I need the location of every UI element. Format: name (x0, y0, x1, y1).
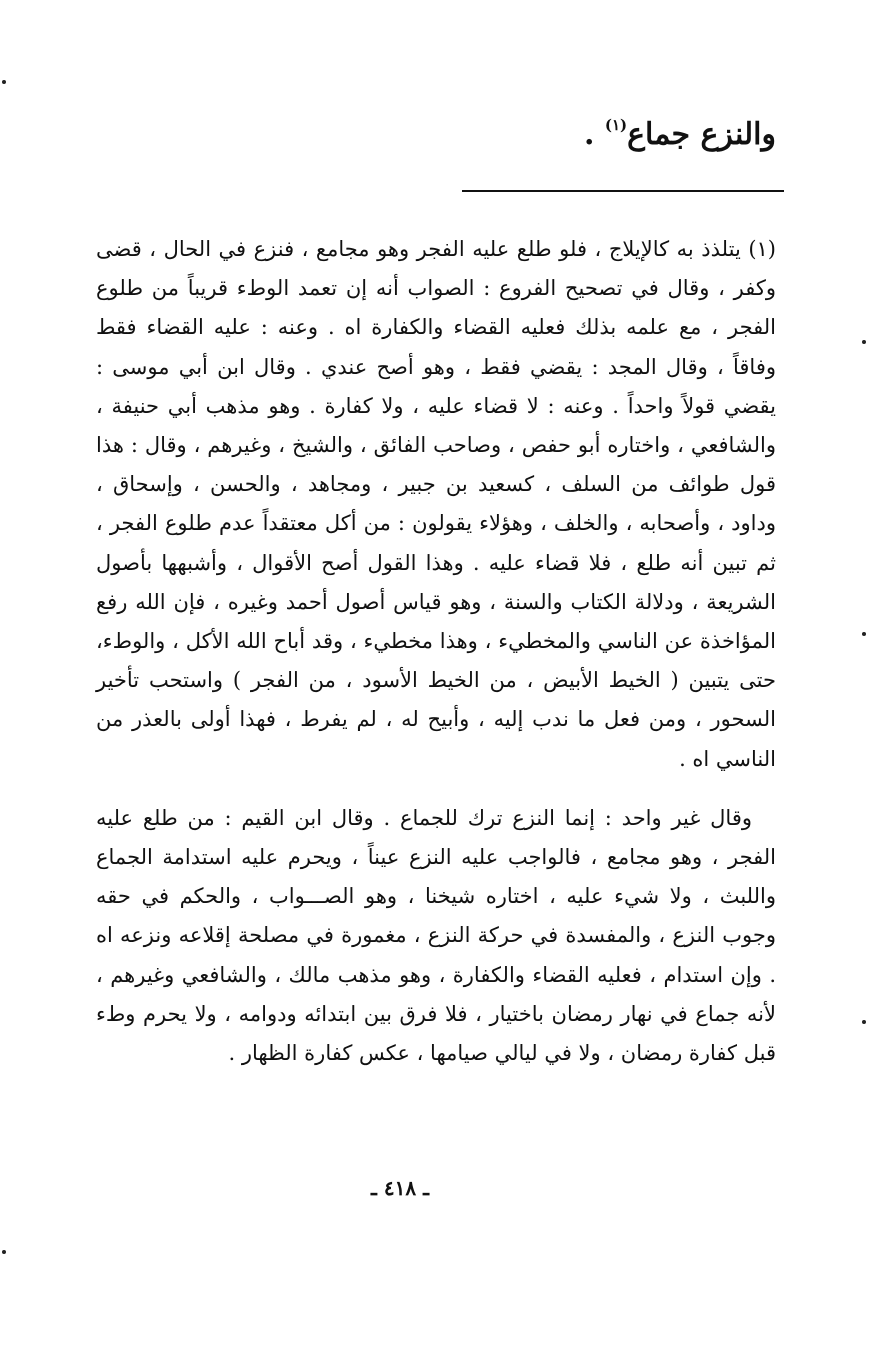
page-number: ـ ٤١٨ ـ (371, 1176, 429, 1200)
footnote-paragraph-1: (١) يتلذذ به كالإيلاج ، فلو طلع عليه الفجر وهو مجامع ، فنزع في الحال ، قضى وكفر ، وقال في تصحيح الفروع : الصواب أنه إن تعمد الوطء قريباً من طلوع الفجر ، مع علمه بذلك فعليه القضاء والكفارة اه . وعنه : عليه القضاء فقط وفاقاً ، وقال المجد : يقضي فقط ، وهو أصح عندي . وقال ابن أبي موسى : يقضي قولاً واحداً . وعنه : لا قضاء عليه ، ولا كفارة . وهو مذهب أبي حنيفة ، والشافعي ، واختاره أبو حفص ، وصاحب الفائق ، والشيخ ، وغيرهم ، وقال : هذا قول طوائف من السلف ، كسعيد بن جبير ، ومجاهد ، والحسن ، وإسحاق ، وداود ، وأصحابه ، والخلف ، وهؤلاء يقولون : من أكل معتقداً عدم طلوع الفجر ، ثم تبين أنه طلع ، فلا قضاء عليه . وهذا القول أصح الأقوال ، وأشبهها بأصول الشريعة ، ودلالة الكتاب والسنة ، وهو قياس أصول أحمد وغيره ، فإن الله رفع المؤاخذة عن الناسي والمخطيء ، وهذا مخطيء ، وقد أباح الله الأكل ، والوطء، حتى يتبين ( الخيط الأبيض ، من الخيط الأسود ، من الفجر ) واستحب تأخير السحور ، ومن فعل ما ندب إليه ، وأبيح له ، لم يفرط ، فهذا أولى بالعذر من الناسي اه . (96, 237, 776, 771)
main-text-line (100, 96, 776, 164)
margin-mark (2, 1250, 6, 1254)
main-text: والنزع جماع (627, 117, 776, 152)
margin-mark (862, 632, 866, 636)
footnote-separator (462, 190, 784, 192)
margin-mark (862, 1020, 866, 1024)
margin-mark (2, 80, 6, 84)
footnote-paragraph-2: وقال غير واحد : إنما النزع ترك للجماع . وقال ابن القيم : من طلع عليه الفجر ، وهو مجامع ، فالواجب عليه النزع عيناً ، ويحرم عليه استدامة الجماع واللبث ، ولا شيء عليه ، اختاره شيخنا ، وهو الصـــواب ، والحكم في حقه وجوب النزع ، والمفسدة في حركة النزع ، مغمورة في مصلحة إقلاعه ونزعه اه . وإن استدام ، فعليه القضاء والكفارة ، وهو مذهب مالك ، والشافعي وغيرهم ، لأنه جماع في نهار رمضان باختيار ، فلا فرق بين ابتدائه ودوامه ، ولا يحرم وطء قبل كفارة رمضان ، ولا في ليالي صيامها ، عكس كفارة الظهار . (96, 805, 776, 1066)
footnote-reference: (١) (604, 116, 628, 134)
margin-mark (862, 340, 866, 344)
footnotes-section (96, 230, 776, 1073)
main-text-period: . (583, 117, 605, 152)
